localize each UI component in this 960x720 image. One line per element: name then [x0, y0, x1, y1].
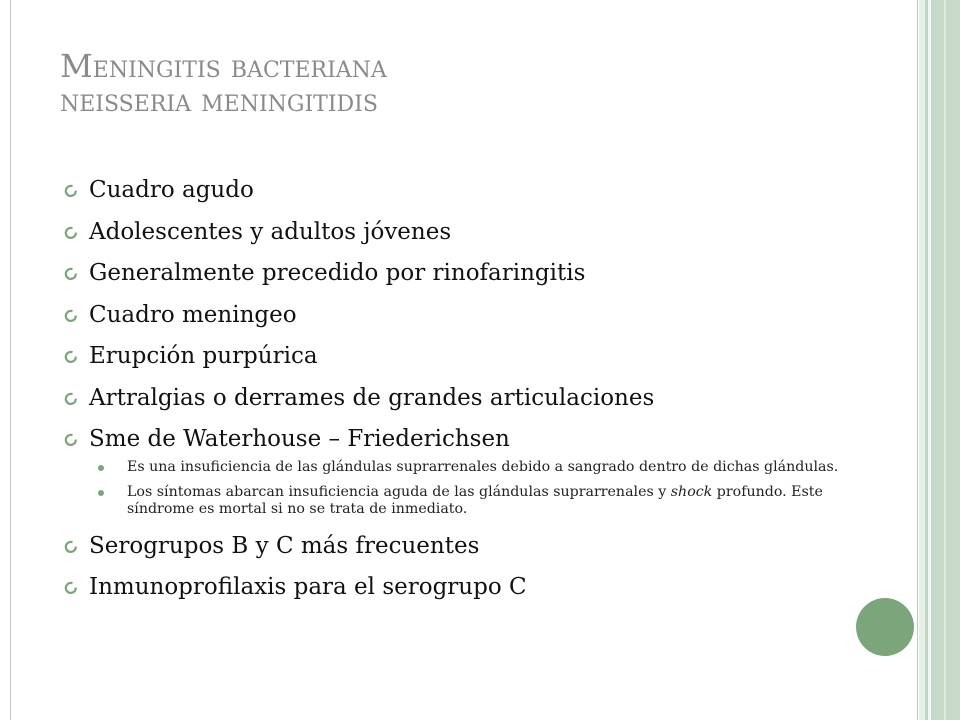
bullet-item [64, 253, 844, 295]
decor-stripe [944, 0, 946, 720]
bullet-text: Generalmente precedido por rinofaringitis [89, 260, 586, 286]
bullet-icon [64, 225, 78, 239]
bullet-text: Inmunoprofilaxis para el serogrupo C [89, 574, 527, 600]
bullet-icon [64, 432, 78, 446]
decor-circle [856, 598, 914, 656]
bullet-icon [64, 183, 78, 197]
bullet-item [64, 170, 844, 212]
bullet-text: Sme de Waterhouse – Friederichsen [89, 426, 510, 452]
bullet-text: Adolescentes y adultos jóvenes [89, 218, 452, 245]
bullet-item [64, 419, 844, 461]
bullet-icon [64, 539, 78, 553]
bullet-icon [64, 391, 78, 405]
bullet-text: Artralgias o derrames de grandes articulaciones [89, 384, 655, 411]
sub-bullet-text: Es una insuficiencia de las glándulas suprarrenales debido a sangrado dentro de dichas glándulas. [127, 458, 839, 475]
bullet-item [64, 526, 844, 568]
sub-bullet-text-post: profundo. Este síndrome es mortal si no se trata de inmediato. [127, 483, 823, 517]
sub-bullet-item [64, 459, 844, 476]
sub-bullet-list [64, 459, 844, 518]
bullet-icon [64, 349, 78, 363]
bullet-icon [64, 580, 78, 594]
bullet-text: Cuadro meningeo [89, 301, 297, 328]
slide-title-line-2: neisseria meningitidis [60, 80, 378, 119]
dot-icon [98, 465, 104, 471]
bullet-text: Serogrupos B y C más frecuentes [89, 532, 480, 559]
slide-title-line-1: Meningitis bacteriana [60, 47, 387, 85]
bullet-item [64, 212, 844, 254]
sub-bullet-emphasis: shock [670, 483, 713, 500]
bullet-icon [64, 266, 78, 280]
bullet-item [64, 295, 844, 337]
bullet-icon [64, 308, 78, 322]
dot-icon [98, 490, 104, 496]
slide-title [60, 47, 387, 119]
sub-bullet-text-pre: Los síntomas abarcan insuficiencia aguda de las glándulas suprarrenales y [127, 483, 671, 500]
bullet-item [64, 378, 844, 420]
bullet-item [64, 336, 844, 378]
bullet-list [64, 170, 844, 609]
sub-bullet-item [64, 484, 844, 518]
bullet-text: Erupción purpúrica [89, 343, 318, 369]
bullet-item [64, 567, 844, 609]
bullet-text: Cuadro agudo [89, 177, 254, 203]
